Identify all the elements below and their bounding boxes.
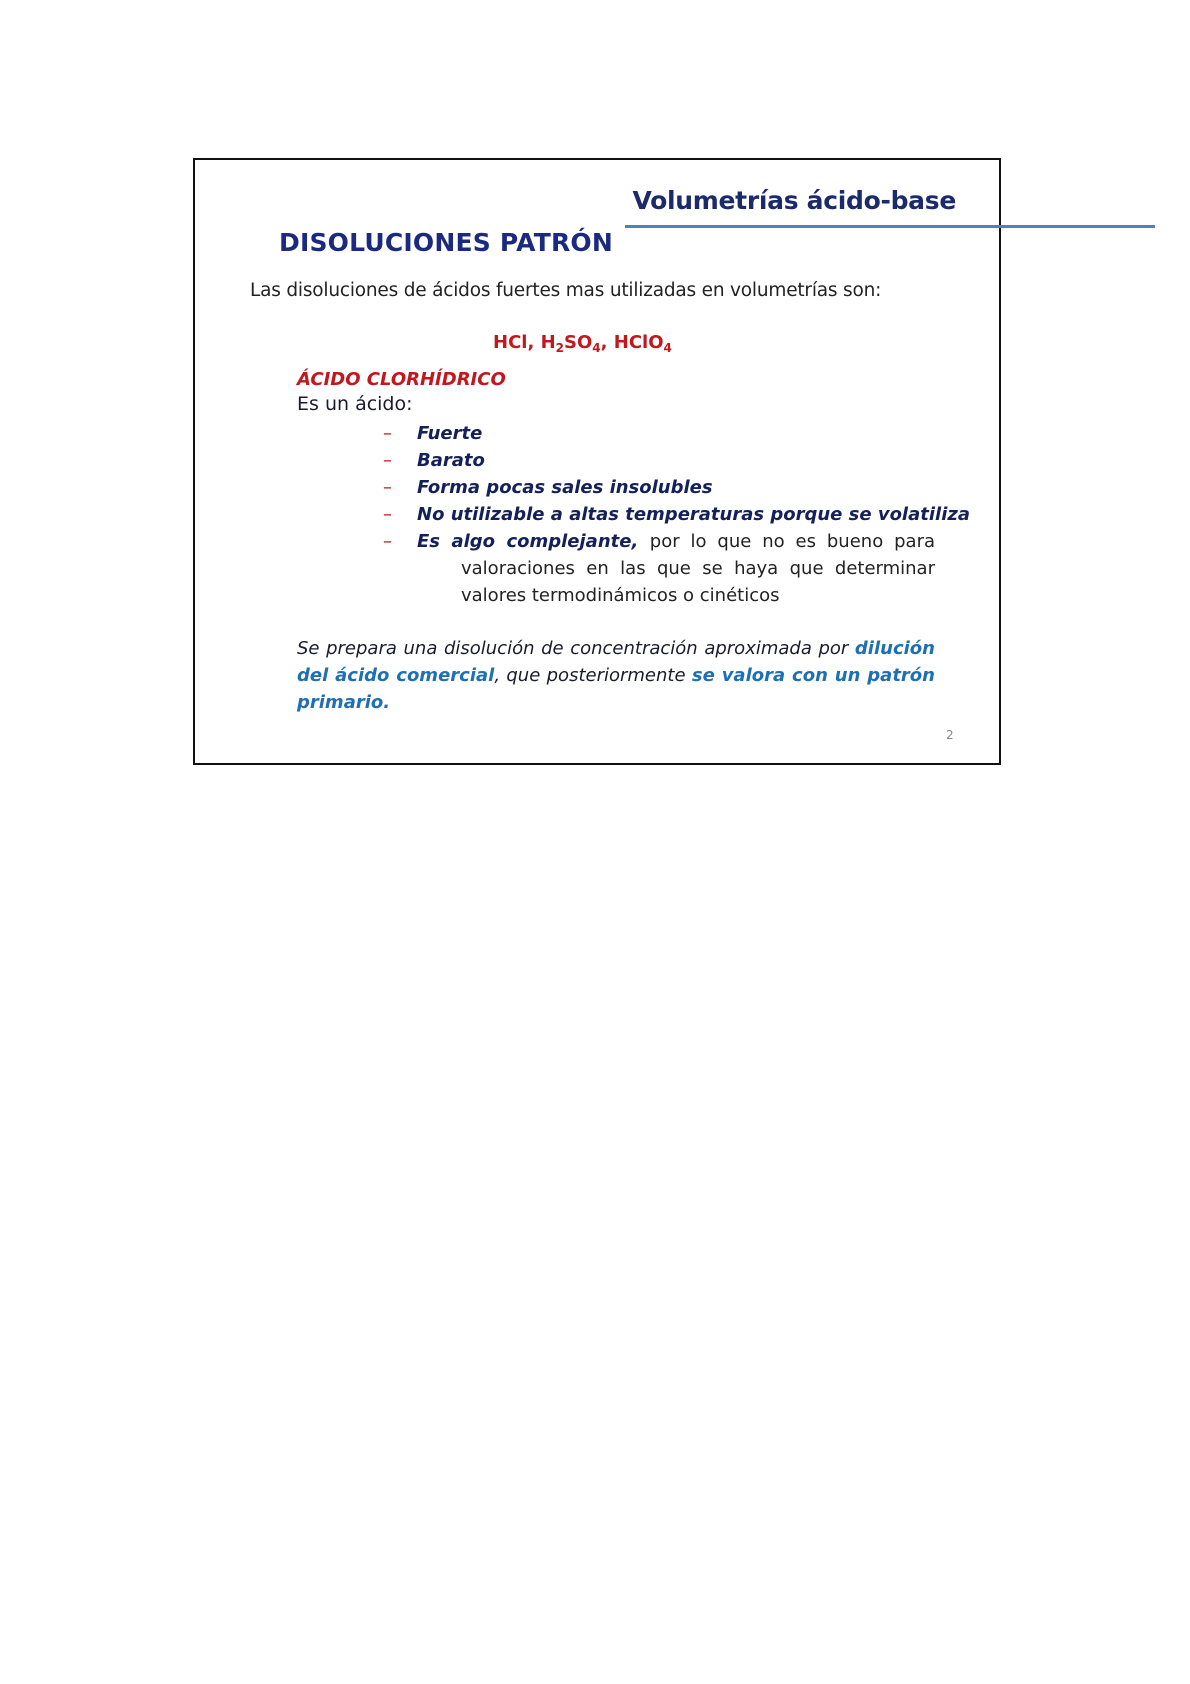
acid-title: ÁCIDO CLORHÍDRICO — [297, 369, 506, 390]
dash-marker: – — [383, 423, 392, 444]
list-item — [383, 474, 935, 501]
dash-marker: – — [383, 450, 392, 471]
formula-so-subscript: 4 — [592, 341, 601, 355]
header-title: Volumetrías ácido-base — [632, 186, 956, 215]
formula-list — [493, 332, 672, 355]
formula-h-subscript: 2 — [555, 341, 565, 355]
header-rule — [625, 225, 1155, 228]
section-title: DISOLUCIONES PATRÓN — [279, 228, 613, 257]
closing-paragraph — [297, 635, 935, 716]
slide — [193, 158, 1001, 765]
closing-highlight-2: se valora con un patrón — [691, 665, 935, 686]
intro-text: Las disoluciones de ácidos fuertes mas utilizadas en volumetrías son: — [250, 280, 882, 301]
dash-marker: – — [383, 531, 392, 552]
closing-highlight-1a: dilución — [854, 638, 935, 659]
closing-highlight-1b: del ácido comercial — [297, 665, 495, 686]
list-item — [383, 501, 970, 528]
list-item-text: Barato — [417, 450, 485, 471]
list-item — [383, 528, 935, 609]
closing-part1: Se prepara una disolución de concentración aproximada por — [297, 638, 849, 659]
last-bullet-line1 — [417, 528, 935, 555]
formula-comma: , — [600, 332, 608, 353]
formula-so: SO — [564, 332, 593, 353]
closing-line1 — [297, 635, 935, 662]
last-bullet-line3: valores termodinámicos o cinéticos — [461, 585, 780, 606]
formula-hclo-subscript: 4 — [663, 341, 672, 355]
closing-highlight-3: primario. — [297, 692, 391, 713]
last-bullet-bold: Es algo complejante, — [417, 531, 639, 552]
list-item — [383, 447, 935, 474]
property-list — [383, 420, 970, 609]
list-item-text: No utilizable a altas temperaturas porque se volatiliza — [417, 504, 970, 525]
acid-intro: Es un ácido: — [297, 393, 413, 415]
formula-hcl: HCl, — [493, 332, 535, 353]
list-item-text: Forma pocas sales insolubles — [417, 477, 713, 498]
last-bullet-line2: valoraciones en las que se haya que determinar — [461, 558, 935, 579]
closing-line2 — [297, 662, 935, 689]
last-bullet-rest: por lo que no es bueno para — [649, 531, 935, 552]
formula-h: H — [540, 332, 556, 353]
dash-marker: – — [383, 504, 392, 525]
closing-part2: , que posteriormente — [494, 665, 686, 686]
formula-hclo: HClO — [613, 332, 664, 353]
page-number: 2 — [946, 728, 954, 742]
dash-marker: – — [383, 477, 392, 498]
list-item-text: Fuerte — [417, 423, 483, 444]
list-item — [383, 420, 935, 447]
